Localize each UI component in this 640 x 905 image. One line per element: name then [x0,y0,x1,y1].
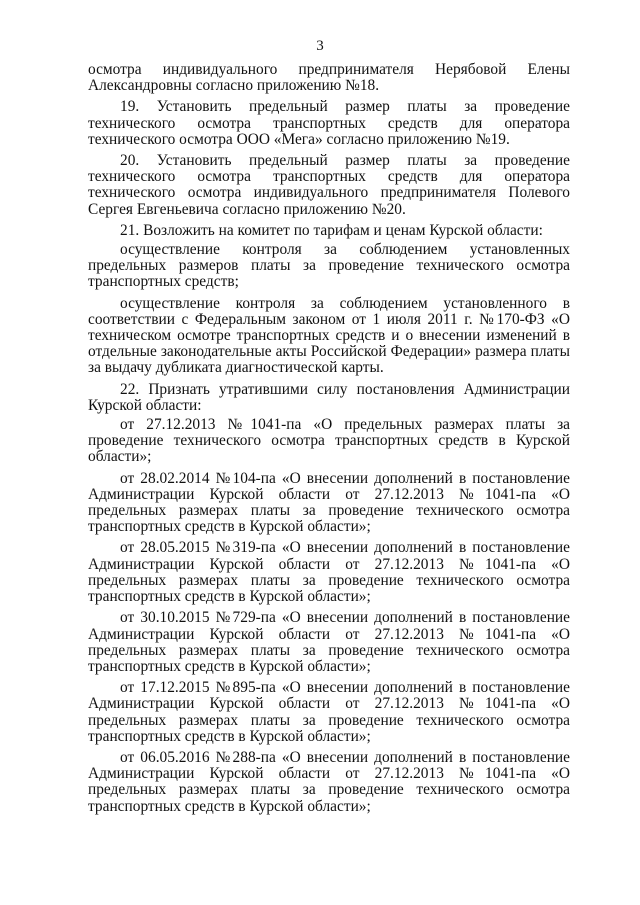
repealed-resolution-104: от 28.02.2014 №104-па «О внесении дополнений в постановление Администрации Курской области от 27.12.2013 №1041-па «О предельных размерах платы за проведение технического осмотра транспортных средств в Курской области»; [88,469,570,536]
repealed-resolution-319: от 28.05.2015 №319-па «О внесении дополнений в постановление Администрации Курской области от 27.12.2013 №1041-па «О предельных размерах платы за проведение технического осмотра транспортных средств в Курской области»; [88,539,570,606]
paragraph-item-19: 19. Установить предельный размер платы за проведение технического осмотра транспортных средств для оператора технического осмотра ООО «Мега» согласно приложению №19. [88,98,570,148]
repealed-resolution-895: от 17.12.2015 №895-па «О внесении дополнений в постановление Администрации Курской области от 27.12.2013 №1041-па «О предельных размерах платы за проведение технического осмотра транспортных средств в Курской области»; [88,679,570,745]
repealed-resolution-729: от 30.10.2015 №729-па «О внесении дополнений в постановление Администрации Курской области от 27.12.2013 №1041-па «О предельных размерах платы за проведение технического осмотра транспортных средств в Курской области»; [88,609,570,675]
paragraph-item-21-control-duplicate: осуществление контроля за соблюдением установленного в соответствии с Федеральным законом от 1 июля 2011 г. №170-ФЗ «О техническом осмотре транспортных средств и о внесении изменений в отдельные законодательные акты Российской Федерации» размера платы за выдачу дубликата диагностической карты. [88,294,570,377]
paragraph-item-22: 22. Признать утратившими силу постановления Администрации Курской области: [88,380,570,414]
paragraph-continuation: осмотра индивидуального предпринимателя Нерябовой Елены Александровны согласно приложению №18. [88,61,570,95]
page-number: 3 [316,38,324,54]
repealed-resolution-288: от 06.05.2016 №288-па «О внесении дополнений в постановление Администрации Курской области от 27.12.2013 №1041-па «О предельных размерах платы за проведение технического осмотра транспортных средств в Курской области»; [88,748,570,815]
repealed-resolution-1041: от 27.12.2013 №1041-па «О предельных размерах платы за проведение технического осмотра транспортных средств в Курской области»; [88,416,570,466]
document-body [88,62,570,820]
paragraph-item-21: 21. Возложить на комитет по тарифам и ценам Курской области: [120,221,543,239]
paragraph-item-20: 20. Установить предельный размер платы за проведение технического осмотра транспортных средств для оператора технического осмотра индивидуального предпринимателя Полевого Сергея Евгеньевича согласно приложению №20. [88,152,570,218]
paragraph-item-21-control-limits: осуществление контроля за соблюдением установленных предельных размеров платы за проведение технического осмотра транспортных средств; [88,241,570,291]
